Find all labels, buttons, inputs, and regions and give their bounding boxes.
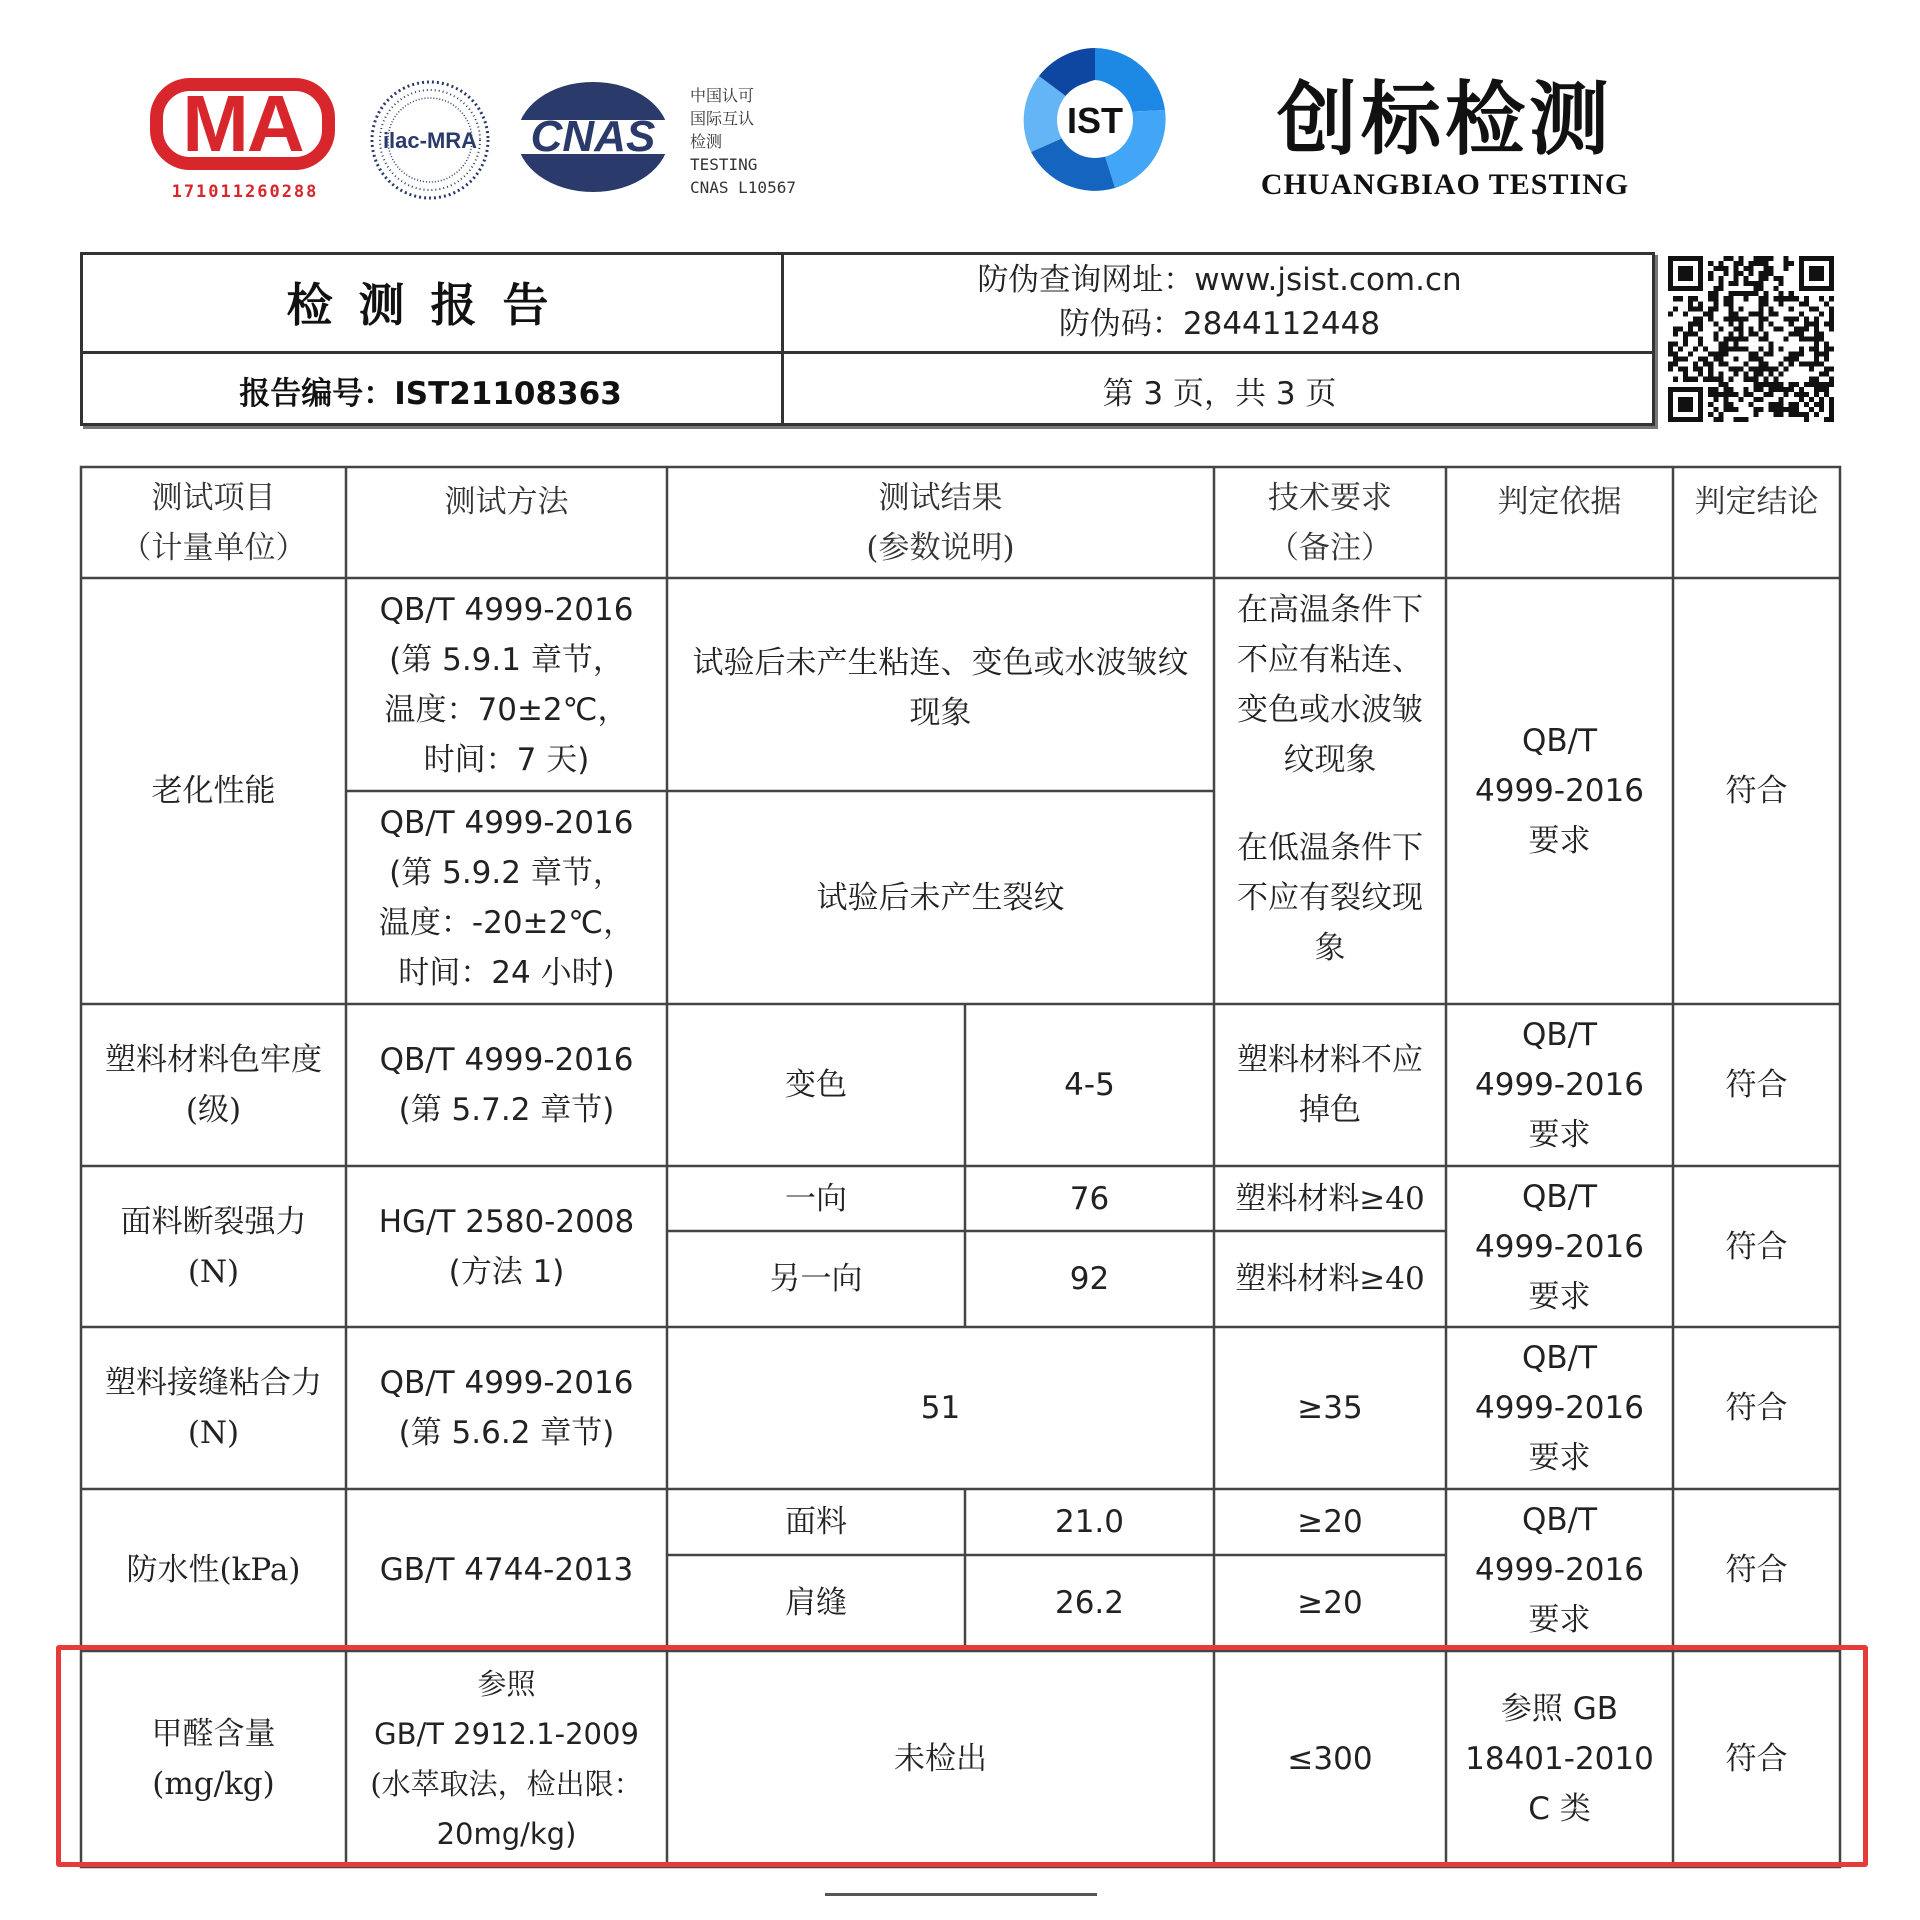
req-line: 在高温条件下 [1237,591,1423,628]
basis-line: QB/T [1521,1178,1598,1215]
cnas-line: TESTING [690,155,758,174]
method-line: QB/T 4999-2016 [379,1042,634,1078]
cma-logo-text: MA [182,79,303,168]
tear-param: 另一向 [769,1261,863,1297]
waterproof-item: 防水性(kPa) [126,1552,301,1588]
brand-name-en: CHUANGBIAO TESTING [1260,168,1630,201]
cnas-line: 国际互认 [690,109,755,128]
method-line: QB/T 4999-2016 [379,1365,634,1401]
waterproof-value: 26.2 [1054,1585,1125,1621]
method-line: (方法 1) [448,1253,565,1290]
req-line: 象 [1314,929,1346,966]
basis-line: 4999-2016 [1475,1552,1644,1588]
aging-item: 老化性能 [151,773,276,809]
basis-line: 要求 [1528,1278,1591,1315]
basis-line: QB/T [1521,1340,1598,1376]
tear-basis [1446,1166,1673,1327]
aging-req-low [1214,791,1446,1004]
formaldehyde-result: 未检出 [894,1741,987,1777]
req-line: 不应有裂纹现 [1237,879,1423,916]
method-line: 20mg/kg) [436,1817,577,1851]
col-header-text: （备注） [1268,529,1392,566]
basis-line: 4999-2016 [1475,1228,1644,1265]
method-line: (第 5.9.2 章节， [389,854,624,891]
col-header-text: （计量单位） [120,529,307,566]
verify-code: 防伪码：2844112448 [1058,305,1381,342]
page-info: 第 3 页，共 3 页 [1102,375,1337,412]
col-header-text: 判定依据 [1497,484,1622,520]
result-line: 现象 [909,695,972,731]
colorfast-method [346,1004,667,1166]
waterproof-basis [1446,1489,1673,1651]
col-header-basis [1446,467,1673,578]
req-line: 塑料材料不应 [1237,1042,1423,1078]
seam-basis [1446,1327,1673,1489]
basis-line: QB/T [1521,1502,1598,1538]
colorfast-req [1214,1004,1446,1166]
tear-param: 一向 [785,1180,847,1217]
colorfast-value: 4-5 [1064,1067,1115,1103]
colorfast-param: 变色 [785,1067,847,1103]
colorfast-item [81,1004,346,1166]
method-line: 参照 [477,1667,536,1701]
basis-line: 4999-2016 [1475,1067,1644,1103]
col-header-text: 测试结果 [878,479,1003,516]
item-line: 塑料接缝粘合力 [105,1365,322,1401]
col-header-verdict [1673,467,1840,578]
highlight-box [56,1645,1868,1867]
seam-item [81,1327,346,1489]
col-header-item [81,467,346,578]
col-header-text: 技术要求 [1268,479,1392,516]
basis-line: C 类 [1528,1791,1591,1827]
footer-divider [825,1893,1097,1896]
method-line: GB/T 2912.1-2009 [374,1717,639,1751]
basis-line: 4999-2016 [1475,773,1644,809]
method-line: (第 5.6.2 章节) [398,1415,615,1451]
colorfast-verdict: 符合 [1725,1067,1788,1103]
verify-url: 防伪查询网址：www.jsist.com.cn [977,261,1462,298]
waterproof-verdict: 符合 [1725,1552,1788,1588]
waterproof-param: 面料 [785,1504,847,1540]
col-header-result [667,467,1214,578]
aging-basis [1446,578,1673,1004]
method-line: QB/T 4999-2016 [379,591,634,628]
cnas-text: CNAS [530,112,656,161]
seam-method [346,1327,667,1489]
aging-method-low [346,791,667,1004]
method-line: QB/T 4999-2016 [379,804,634,841]
method-line: (第 5.9.1 章节， [389,641,624,678]
item-line: (mg/kg) [152,1766,275,1802]
col-header-method [346,467,667,578]
waterproof-param: 肩缝 [785,1585,847,1621]
item-line: (N) [187,1253,240,1290]
basis-line: 要求 [1528,1602,1591,1638]
waterproof-value: 21.0 [1054,1504,1125,1540]
basis-line: QB/T [1521,1017,1598,1053]
result-line: 试验后未产生粘连、变色或水波皱纹 [692,645,1189,681]
req-line: 在低温条件下 [1237,829,1423,866]
seam-value: 51 [920,1390,961,1426]
report-number: 报告编号：IST21108363 [239,375,622,412]
basis-line: 18401-2010 [1465,1741,1654,1777]
seam-req: ≥35 [1297,1390,1363,1426]
aging-result-low: 试验后未产生裂纹 [816,879,1065,916]
basis-line: QB/T [1521,723,1598,759]
cnas-line: 检测 [690,132,723,151]
aging-method-high [346,578,667,791]
ilac-text: ilac-MRA [382,128,478,153]
method-line: 温度：-20±2℃， [378,904,635,941]
req-line: 不应有粘连、 [1237,641,1423,678]
col-header-requirement [1214,467,1446,578]
method-line: (水萃取法，检出限： [370,1767,643,1801]
basis-line: 要求 [1528,823,1591,859]
item-line: 面料断裂强力 [120,1203,307,1240]
method-line: (第 5.7.2 章节) [398,1092,615,1128]
cnas-line: CNAS L10567 [690,178,796,197]
tear-value: 92 [1069,1261,1110,1297]
tear-req: 塑料材料≥40 [1235,1180,1425,1217]
method-line: 时间：24 小时) [398,954,615,991]
cnas-line: 中国认可 [690,86,755,105]
brand-name-cn: 创标检测 [1277,72,1613,166]
col-header-text: 判定结论 [1694,484,1819,520]
tear-value: 76 [1069,1180,1110,1217]
item-line: 甲醛含量 [151,1716,276,1752]
item-line: (级) [185,1092,242,1128]
ist-text: IST [1066,100,1124,141]
item-line: (N) [187,1415,240,1451]
report-title: 检测报告 [286,277,575,332]
item-line: 塑料材料色牢度 [105,1042,322,1078]
method-line: 温度：70±2℃， [384,691,629,728]
formaldehyde-verdict: 符合 [1725,1741,1788,1777]
aging-verdict: 符合 [1725,773,1788,809]
tear-verdict: 符合 [1725,1228,1788,1265]
waterproof-method: GB/T 4744-2013 [379,1552,634,1588]
cma-number: 171011260288 [171,182,319,202]
req-line: 变色或水波皱 [1237,691,1423,728]
col-header-text: 测试项目 [151,479,276,516]
waterproof-req: ≥20 [1297,1585,1363,1621]
colorfast-basis [1446,1004,1673,1166]
req-line: 纹现象 [1283,741,1377,778]
basis-line: 要求 [1528,1440,1591,1476]
waterproof-req: ≥20 [1297,1504,1363,1540]
req-line: 掉色 [1299,1092,1361,1128]
tear-req: 塑料材料≥40 [1235,1261,1425,1297]
col-header-text: (参数说明) [866,529,1015,566]
formaldehyde-req: ≤300 [1287,1741,1373,1777]
basis-line: 4999-2016 [1475,1390,1644,1426]
col-header-text: 测试方法 [444,484,569,520]
aging-req-high [1214,578,1446,791]
tear-method [346,1166,667,1327]
tear-item [81,1166,346,1327]
basis-line: 参照 GB [1500,1691,1619,1727]
aging-result-high [667,578,1214,791]
method-line: 时间：7 天) [423,741,590,778]
method-line: HG/T 2580-2008 [378,1203,635,1240]
basis-line: 要求 [1528,1117,1591,1153]
seam-verdict: 符合 [1725,1390,1788,1426]
